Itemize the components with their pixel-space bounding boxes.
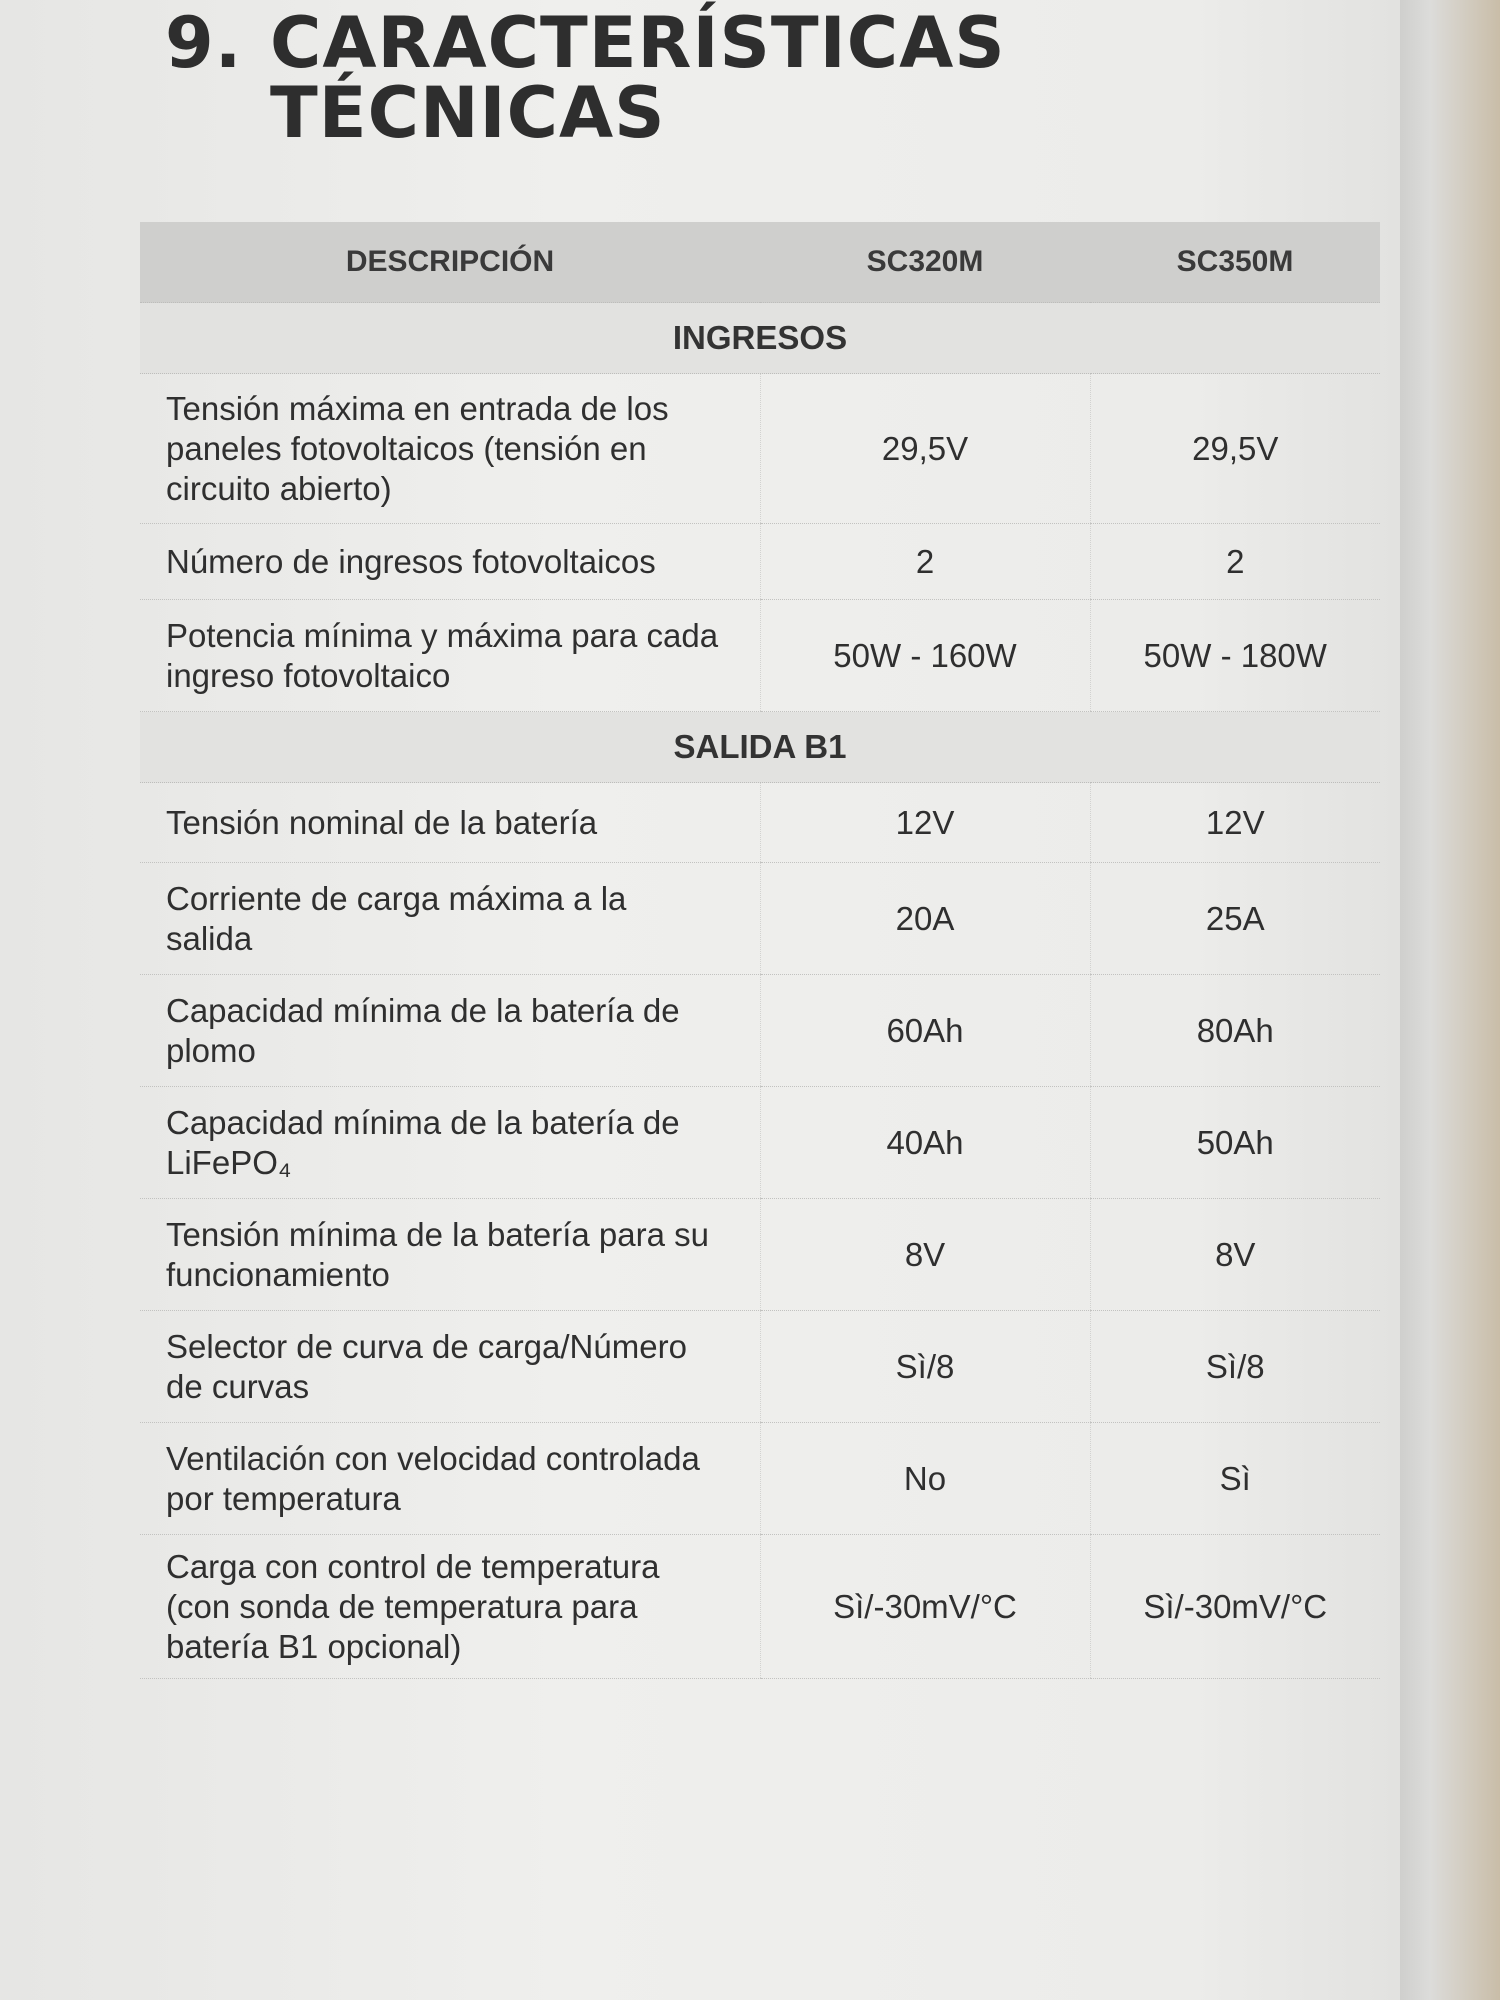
row-value-model-2: 2 bbox=[1090, 524, 1380, 600]
specifications-table bbox=[140, 222, 1380, 1679]
row-value-model-2: Sì/-30mV/°C bbox=[1090, 1535, 1380, 1679]
section-row-salida-b1 bbox=[140, 712, 1380, 783]
row-value-model-1: Sì/8 bbox=[760, 1311, 1090, 1423]
table-row bbox=[140, 1423, 1380, 1535]
row-value-model-1: 20A bbox=[760, 863, 1090, 975]
table-row bbox=[140, 783, 1380, 863]
title-line-1: CARACTERÍSTICAS bbox=[270, 2, 1006, 84]
row-value-model-1: 8V bbox=[760, 1199, 1090, 1311]
row-value-model-2: 12V bbox=[1090, 783, 1380, 863]
row-description: Tensión máxima en entrada de los paneles fotovoltaicos (tensión en circuito abierto) bbox=[140, 374, 760, 524]
row-value-model-2: 8V bbox=[1090, 1199, 1380, 1311]
row-value-model-2: 50W - 180W bbox=[1090, 600, 1380, 712]
row-value-model-1: Sì/-30mV/°C bbox=[760, 1535, 1090, 1679]
section-title: INGRESOS bbox=[140, 303, 1380, 374]
table-row bbox=[140, 374, 1380, 524]
table-row bbox=[140, 600, 1380, 712]
row-value-model-2: Sì/8 bbox=[1090, 1311, 1380, 1423]
row-description: Capacidad mínima de la batería de LiFePO₄ bbox=[140, 1087, 760, 1199]
row-description: Tensión mínima de la batería para su funcionamiento bbox=[140, 1199, 760, 1311]
row-description: Ventilación con velocidad controlada por temperatura bbox=[140, 1423, 760, 1535]
row-value-model-1: 29,5V bbox=[760, 374, 1090, 524]
row-value-model-2: 80Ah bbox=[1090, 975, 1380, 1087]
table-row bbox=[140, 1535, 1380, 1679]
row-value-model-1: 40Ah bbox=[760, 1087, 1090, 1199]
section-number: 9. bbox=[165, 2, 243, 84]
table-row bbox=[140, 1311, 1380, 1423]
page-title bbox=[165, 2, 1006, 154]
row-value-model-2: 29,5V bbox=[1090, 374, 1380, 524]
row-description: Potencia mínima y máxima para cada ingreso fotovoltaico bbox=[140, 600, 760, 712]
title-line-2: TÉCNICAS bbox=[270, 72, 666, 154]
table-row bbox=[140, 863, 1380, 975]
row-description: Carga con control de temperatura (con sonda de temperatura para batería B1 opcional) bbox=[140, 1535, 760, 1679]
table-row bbox=[140, 1199, 1380, 1311]
row-description: Número de ingresos fotovoltaicos bbox=[140, 524, 760, 600]
row-description: Capacidad mínima de la batería de plomo bbox=[140, 975, 760, 1087]
section-title: SALIDA B1 bbox=[140, 712, 1380, 783]
table-header-row bbox=[140, 222, 1380, 303]
row-description: Selector de curva de carga/Número de curvas bbox=[140, 1311, 760, 1423]
row-value-model-2: 25A bbox=[1090, 863, 1380, 975]
row-description: Corriente de carga máxima a la salida bbox=[140, 863, 760, 975]
header-model-2: SC350M bbox=[1090, 222, 1380, 303]
page-edge bbox=[1400, 0, 1500, 2000]
row-value-model-1: 2 bbox=[760, 524, 1090, 600]
row-value-model-1: No bbox=[760, 1423, 1090, 1535]
table-row bbox=[140, 524, 1380, 600]
row-description: Tensión nominal de la batería bbox=[140, 783, 760, 863]
header-model-1: SC320M bbox=[760, 222, 1090, 303]
table-row bbox=[140, 975, 1380, 1087]
row-value-model-1: 60Ah bbox=[760, 975, 1090, 1087]
row-value-model-2: Sì bbox=[1090, 1423, 1380, 1535]
row-value-model-2: 50Ah bbox=[1090, 1087, 1380, 1199]
table-row bbox=[140, 1087, 1380, 1199]
row-value-model-1: 50W - 160W bbox=[760, 600, 1090, 712]
section-row-ingresos bbox=[140, 303, 1380, 374]
header-description: DESCRIPCIÓN bbox=[140, 222, 760, 303]
row-value-model-1: 12V bbox=[760, 783, 1090, 863]
